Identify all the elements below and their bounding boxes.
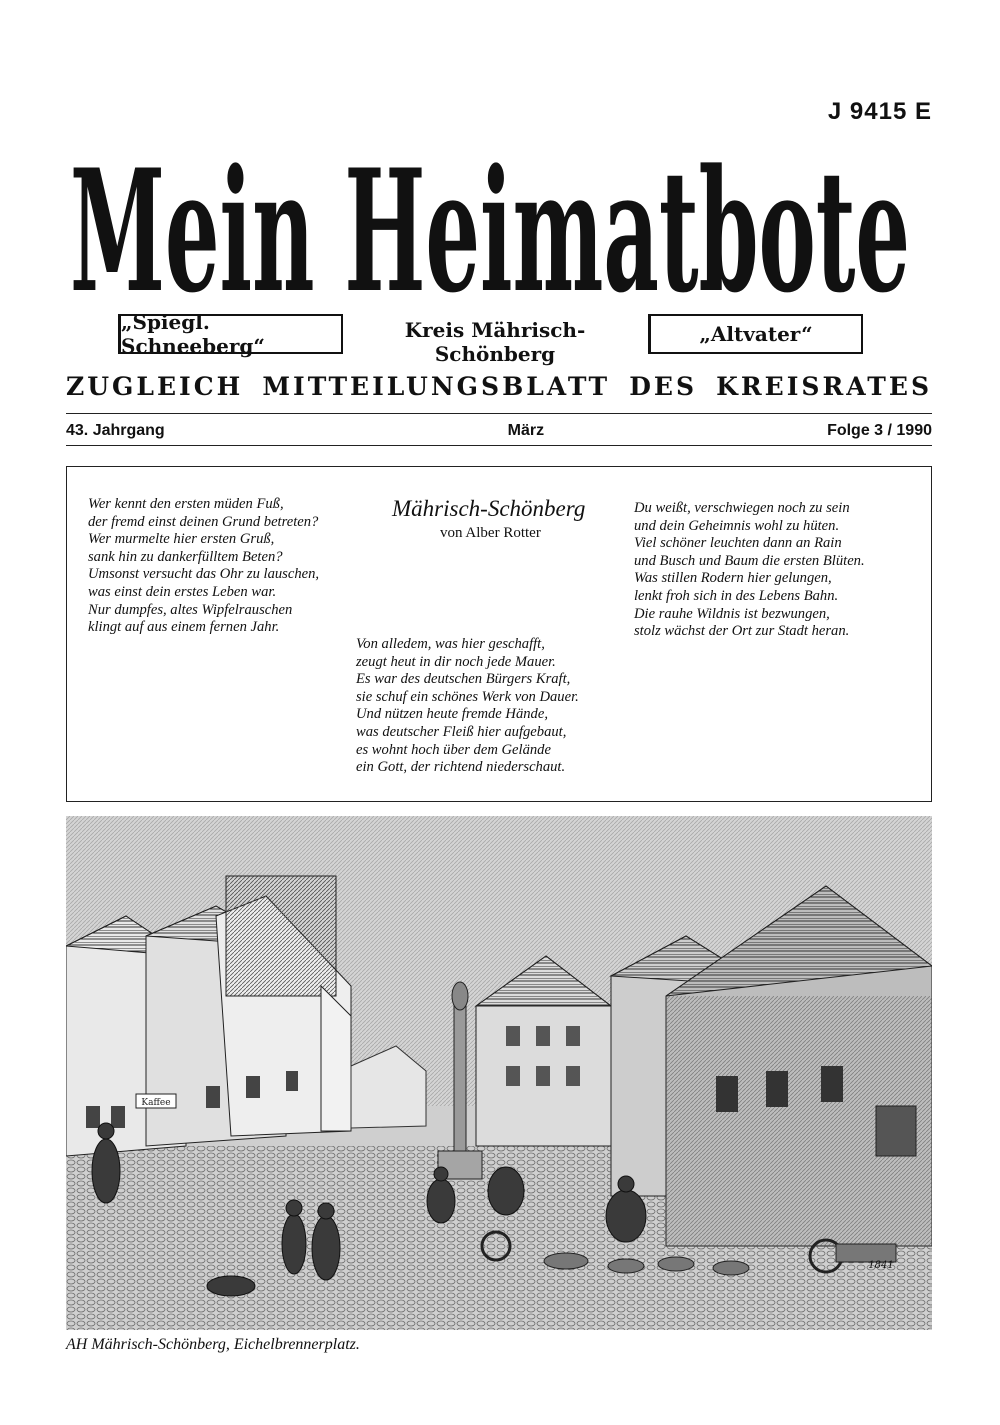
poem-line: zeugt heut in dir noch jede Mauer.	[356, 653, 556, 670]
town-square-engraving	[66, 816, 932, 1330]
divider-top	[66, 413, 932, 414]
poem-line: sie schuf ein schönes Werk von Dauer.	[356, 688, 579, 705]
issue-info	[66, 422, 932, 440]
sub-label-center: Kreis Mährisch-Schönberg	[404, 318, 586, 366]
poem-line: stolz wächst der Ort zur Stadt heran.	[634, 623, 850, 640]
masthead-title: Mein Heimatbote	[70, 132, 910, 317]
issue-month: März	[507, 422, 545, 439]
poem-line: Umsonst versucht das Ohr zu lauschen,	[88, 566, 320, 583]
poem-author: von Alber Rotter	[440, 525, 541, 541]
issue-volume: 43. Jahrgang	[66, 422, 165, 439]
poem-stanza-3	[356, 636, 579, 777]
poem-line: Wer murmelte hier ersten Gruß,	[88, 531, 275, 548]
poem-line: Wer kennt den ersten müden Fuß,	[88, 496, 284, 512]
poem-title: Mährisch-Schönberg	[392, 496, 586, 521]
poem-line: Nur dumpfes, altes Wipfelrauschen	[88, 601, 293, 618]
poem-stanza-2	[634, 500, 865, 641]
poem-line: Es war des deutschen Bürgers Kraft,	[356, 671, 571, 688]
sub-label-left: „Spiegl. Schneeberg“	[118, 314, 343, 354]
poem-line: was einst dein erstes Leben war.	[88, 583, 277, 600]
poem-line: Du weißt, verschwiegen noch zu sein	[634, 500, 850, 516]
poem-line: lenkt froh sich in des Lebens Bahn.	[634, 587, 839, 604]
poem-line: sank hin zu dankerfülltem Beten?	[88, 548, 283, 565]
poem-line: Viel schöner leuchten dann an Rain	[634, 535, 842, 552]
masthead-logo	[60, 112, 920, 317]
poem-stanza-1	[88, 496, 319, 637]
year-mark: 1841	[868, 1260, 894, 1271]
shop-sign: Kaffee	[141, 1098, 171, 1108]
poem-line: und Busch und Baum die ersten Blüten.	[634, 552, 865, 569]
issue-number: Folge 3 / 1990	[827, 422, 932, 439]
poem-line: Und nützen heute fremde Hände,	[356, 706, 548, 723]
poem-line: ein Gott, der richtend niederschaut.	[356, 759, 566, 776]
poem-line: es wohnt hoch über dem Gelände	[356, 741, 551, 758]
poem-line: Die rauhe Wildnis ist bezwungen,	[634, 605, 830, 622]
poem-line: Was stillen Rodern hier gelungen,	[634, 570, 832, 587]
poem-line: was deutscher Fleiß hier aufgebaut,	[356, 723, 567, 740]
plague-column	[454, 1001, 466, 1161]
divider-bottom	[66, 445, 932, 446]
poem-line: klingt auf aus einem fernen Jahr.	[88, 619, 280, 636]
image-caption: AH Mährisch-Schönberg, Eichelbrennerplatz.	[66, 1336, 360, 1353]
poem-line: und dein Geheimnis wohl zu hüten.	[634, 517, 840, 534]
poem-line: der fremd einst deinen Grund betreten?	[88, 513, 319, 530]
issue-code: J 9415 E	[827, 98, 932, 125]
newspaper-subtitle: ZUGLEICH MITTEILUNGSBLATT DES KREISRATES	[66, 372, 932, 401]
poem-line: Von alledem, was hier geschafft,	[356, 636, 545, 652]
sub-label-right: „Altvater“	[648, 314, 863, 354]
